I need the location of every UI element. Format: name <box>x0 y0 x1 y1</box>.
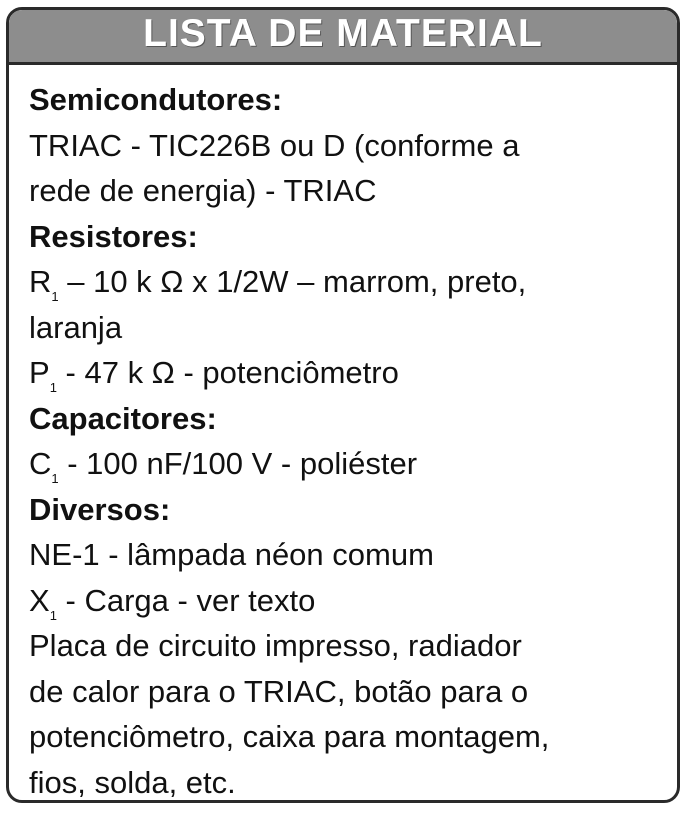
potentiometer-p1-symbol: P <box>29 355 50 390</box>
diversos-x1-line <box>29 578 663 624</box>
diversos-x1-text: - Carga - ver texto <box>56 582 316 618</box>
material-list-content <box>9 65 677 803</box>
capacitor-c1-symbol: C <box>29 446 52 481</box>
diversos-line-1: Placa de circuito impresso, radiador <box>29 628 522 663</box>
section-title-resistores: Resistores: <box>29 218 198 254</box>
section-title-diversos: Diversos: <box>29 491 171 527</box>
resistor-r1-line <box>29 259 663 305</box>
resistor-r1-text: – 10 k Ω x 1/2W – marrom, preto, <box>58 264 527 299</box>
material-list-title: LISTA DE MATERIAL <box>143 12 543 55</box>
capacitor-c1-line <box>29 441 663 487</box>
diversos-line-2: de calor para o TRIAC, botão para o <box>29 673 529 709</box>
material-list-header <box>9 10 677 65</box>
resistor-r1-line-cont: laranja <box>29 309 123 345</box>
diversos-line-4: fios, solda, etc. <box>29 764 236 800</box>
resistor-r1-subscript: 1 <box>51 289 59 304</box>
potentiometer-p1-line <box>29 350 663 396</box>
capacitor-c1-text: - 100 nF/100 V - poliéster <box>58 446 418 481</box>
resistor-r1-symbol: R <box>29 264 52 299</box>
potentiometer-p1-subscript: 1 <box>49 380 57 395</box>
diversos-x1-subscript: 1 <box>49 607 57 623</box>
potentiometer-p1-text: - 47 k Ω - potenciômetro <box>56 355 399 390</box>
diversos-x1-symbol: X <box>29 582 50 618</box>
section-title-semicondutores: Semicondutores: <box>29 82 283 117</box>
material-list-box <box>6 7 680 803</box>
section-title-capacitores: Capacitores: <box>29 400 217 436</box>
diversos-line-3: potenciômetro, caixa para montagem, <box>29 719 550 754</box>
capacitor-c1-subscript: 1 <box>51 471 59 486</box>
diversos-ne1-line: NE-1 - lâmpada néon comum <box>29 537 434 572</box>
semicondutores-line-1: TRIAC - TIC226B ou D (conforme a <box>29 127 520 163</box>
semicondutores-line-2: rede de energia) - TRIAC <box>29 173 377 208</box>
